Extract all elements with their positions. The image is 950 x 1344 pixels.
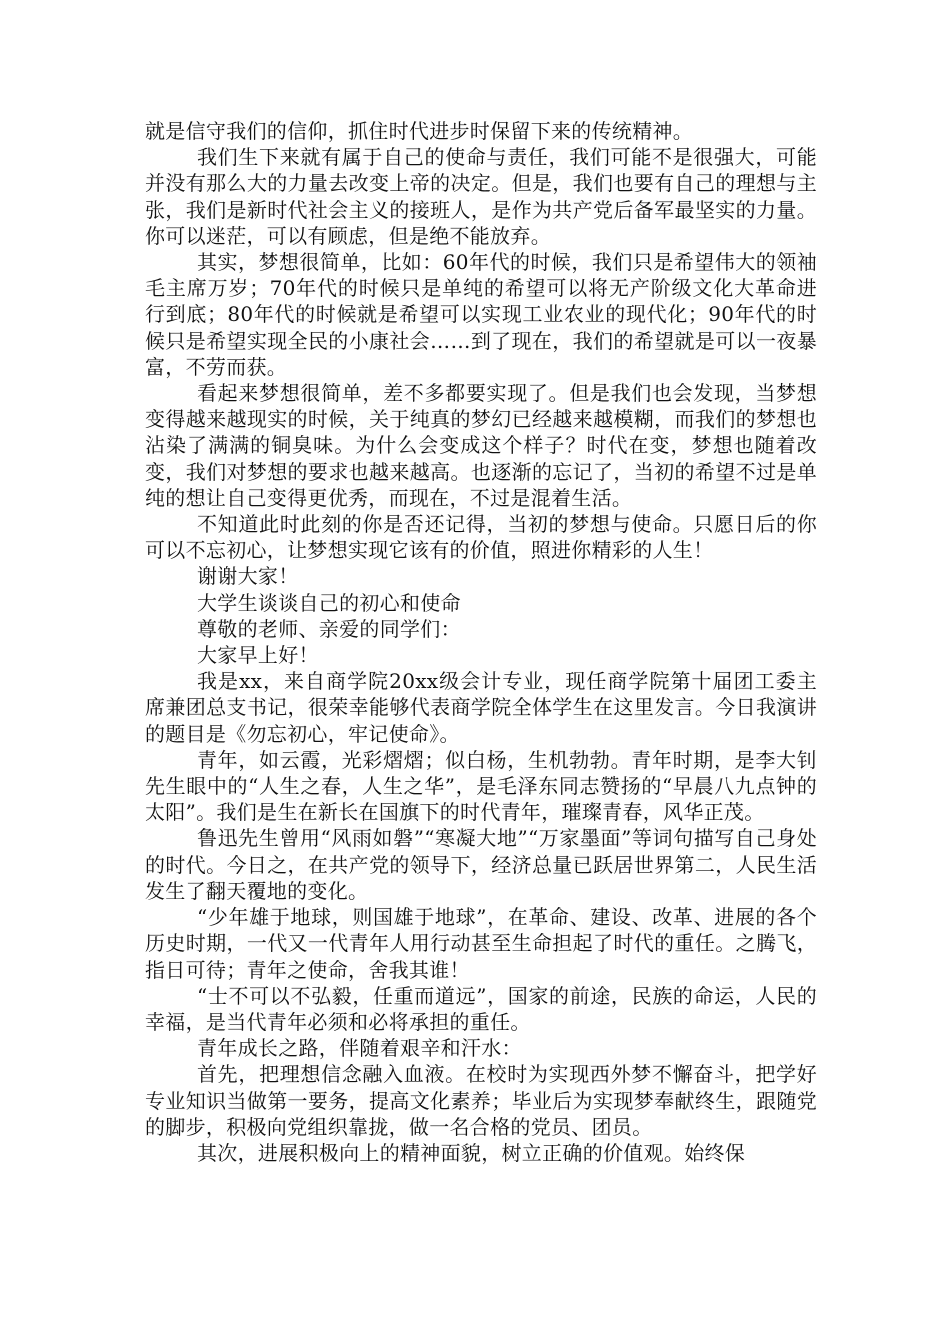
paragraph: 尊敬的老师、亲爱的同学们： (197, 616, 461, 641)
paragraph: 看起来梦想很简单，差不多都要实现了。但是我们也会发现，当梦想变得越来越现实的时候，关于纯真的梦幻已经越来越模糊，而我们的梦想也沾染了满满的铜臭味。为什么会变成这个样子？时代在变，梦想也随着改变，我们对梦想的要求也越来越高。也逐渐的忘记了，当初的希望不过是单纯的想让自己变得更优秀，而现在，不过是混着生活。 (145, 381, 817, 510)
paragraph: “少年雄于地球，则国雄于地球”，在革命、建设、改革、进展的各个历史时期，一代又一代青年人用行动甚至生命担起了时代的重任。之腾飞，指日可待；青年之使命，舍我其谁！ (145, 905, 817, 982)
paragraph: 其次，进展积极向上的精神面貌，树立正确的价值观。始终保 (197, 1140, 746, 1165)
paragraph: 不知道此时此刻的你是否还记得，当初的梦想与使命。只愿日后的你可以不忘初心，让梦想实现它该有的价值，照进你精彩的人生！ (145, 512, 817, 563)
paragraph: 青年成长之路，伴随着艰辛和汗水： (197, 1036, 522, 1061)
paragraph: 谢谢大家！ (197, 564, 299, 589)
paragraph: 大学生谈谈自己的初心和使命 (197, 590, 461, 615)
paragraph: 就是信守我们的信仰，抓住时代进步时保留下来的传统精神。 (145, 119, 694, 143)
paragraph: 青年，如云霞，光彩熠熠；似白杨，生机勃勃。青年时期，是李大钊先生眼中的“人生之春，人生之华”，是毛泽东同志赞扬的“早晨八九点钟的太阳”。我们是生在新长在国旗下的时代青年，璀璨青春，风华正茂。 (145, 747, 817, 825)
paragraph: 鲁迅先生曾用“风雨如磐”“寒凝大地”“万家墨面”等词句描写自己身处的时代。今日之，在共产党的领导下，经济总量已跃居世界第二，人民生活发生了翻天覆地的变化。 (145, 826, 817, 903)
paragraph: 大家早上好！ (197, 643, 319, 668)
document-body (145, 118, 817, 1166)
paragraph: 我们生下来就有属于自己的使命与责任，我们可能不是很强大，可能并没有那么大的力量去改变上帝的决定。但是，我们也要有自己的理想与主张，我们是新时代社会主义的接班人，是作为共产党后备军最坚实的力量。你可以迷茫，可以有顾虑，但是绝不能放弃。 (145, 145, 817, 248)
paragraph: 我是xx，来自商学院20xx级会计专业，现任商学院第十届团工委主席兼团总支书记，很荣幸能够代表商学院全体学生在这里发言。今日我演讲的题目是《勿忘初心，牢记使命》。 (145, 669, 817, 746)
paragraph: “士不可以不弘毅，任重而道远”，国家的前途，民族的命运，人民的幸福，是当代青年必须和必将承担的重任。 (145, 983, 817, 1034)
paragraph: 其实，梦想很简单，比如：60年代的时候，我们只是希望伟大的领袖毛主席万岁；70年代的时候只是单纯的希望可以将无产阶级文化大革命进行到底；80年代的时候就是希望可以实现工业农业的现代化；90年代的时候只是希望实现全民的小康社会……到了现在，我们的希望就是可以一夜暴富，不劳而获。 (145, 250, 817, 379)
paragraph: 首先，把理想信念融入血液。在校时为实现西外梦不懈奋斗，把学好专业知识当做第一要务，提高文化素养；毕业后为实现梦奉献终生，跟随党的脚步，积极向党组织靠拢，做一名合格的党员、团员。 (145, 1062, 817, 1139)
